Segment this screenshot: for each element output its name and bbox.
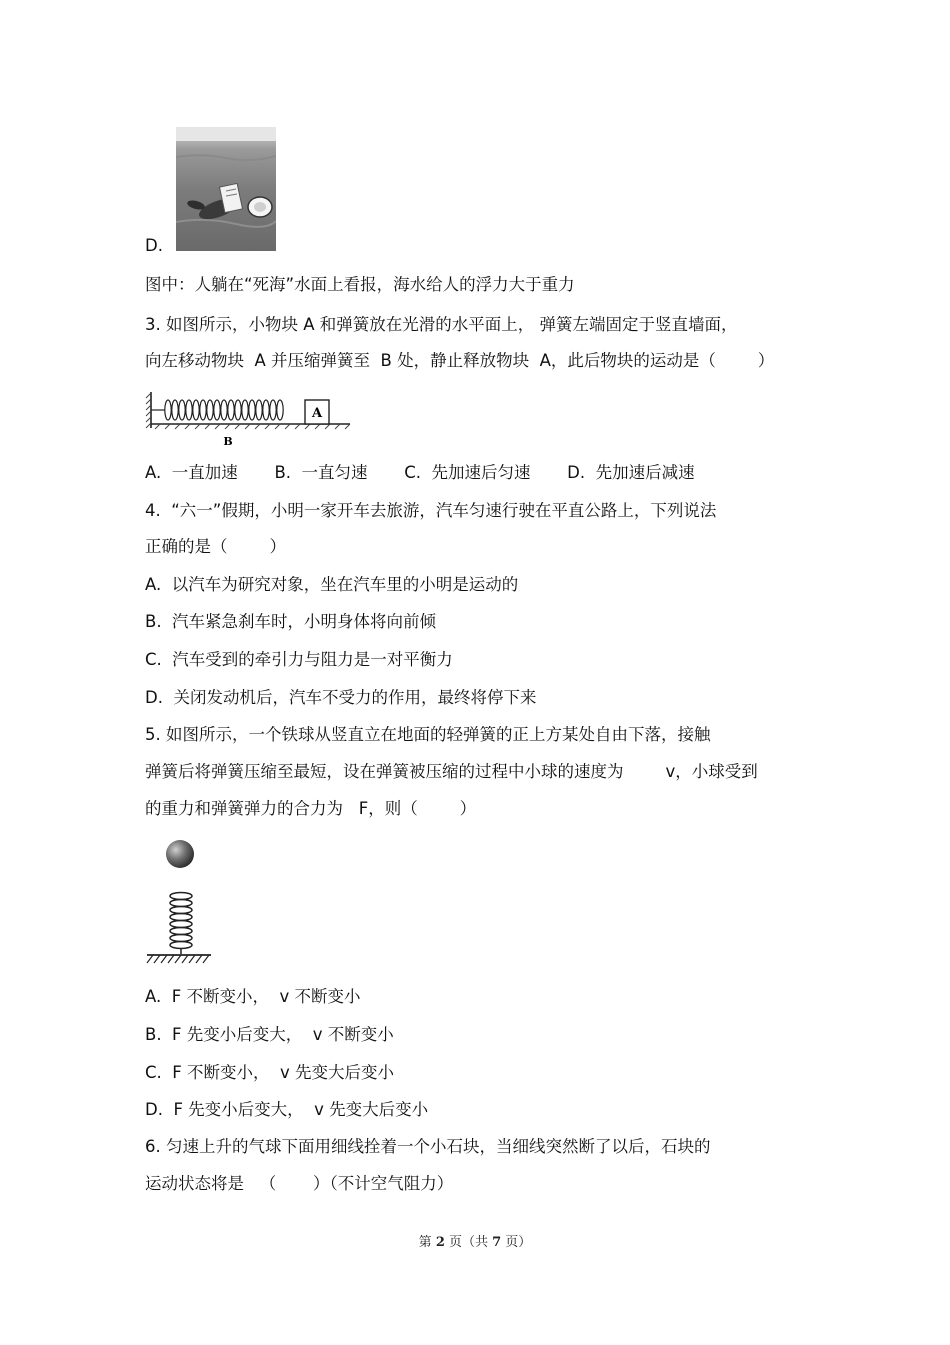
q5-option-a: A. F 不断变小， v 不断变小 — [145, 987, 361, 1006]
q5-stem-line2: 弹簧后将弹簧压缩至最短，设在弹簧被压缩的过程中小球的速度为 v，小球受到 — [145, 762, 758, 781]
q6-stem-line1: 6. 匀速上升的气球下面用细线拴着一个小石块，当细线突然断了以后，石块的 — [145, 1137, 711, 1156]
q4-option-d: D. 关闭发动机后，汽车不受力的作用，最终将停下来 — [145, 688, 537, 707]
q5-option-d: D. F 先变小后变大， v 先变大后变小 — [145, 1100, 429, 1119]
point-b-label: B — [223, 435, 233, 448]
q5-option-c: C. F 不断变小， v 先变大后变小 — [145, 1063, 394, 1082]
q3-options: A. 一直加速 B. 一直匀速 C. 先加速后匀速 D. 先加速后减速 — [145, 463, 695, 482]
option-d-label: D. — [145, 236, 163, 255]
q4-stem-line2: 正确的是（ ） — [145, 537, 286, 556]
footer-suffix: 页） — [501, 1235, 532, 1250]
q5-option-b: B. F 先变小后变大， v 不断变小 — [145, 1025, 394, 1044]
page-footer — [0, 1231, 950, 1250]
q4-stem-line1: 4. “六一”假期，小明一家开车去旅游，汽车匀速行驶在平直公路上，下列说法 — [145, 501, 717, 520]
q5-stem-line1: 5. 如图所示，一个铁球从竖直立在地面的轻弹簧的正上方某处自由下落，接触 — [145, 725, 711, 744]
q3-stem-line2: 向左移动物块 A 并压缩弹簧至 B 处，静止释放物块 A，此后物块的运动是（ ） — [145, 351, 775, 370]
footer-page-number: 2 — [435, 1235, 445, 1250]
q4-option-a: A. 以汽车为研究对象，坐在汽车里的小明是运动的 — [145, 575, 519, 594]
q4-option-b: B. 汽车紧急刹车时，小明身体将向前倾 — [145, 612, 437, 631]
footer-total-pages: 7 — [492, 1235, 502, 1250]
dead-sea-photo — [176, 127, 276, 251]
ball-spring-figure — [145, 838, 215, 968]
block-a-label: A — [311, 406, 323, 421]
q4-option-c: C. 汽车受到的牵引力与阻力是一对平衡力 — [145, 650, 453, 669]
footer-prefix: 第 — [418, 1235, 436, 1250]
iron-ball — [166, 840, 194, 868]
q6-stem-line2: 运动状态将是 （ ）（不计空气阻力） — [145, 1174, 454, 1193]
footer-middle: 页（共 — [444, 1235, 493, 1250]
spring-block-figure — [145, 390, 355, 450]
q2-option-d-caption: 图中：人躺在“死海”水面上看报，海水给人的浮力大于重力 — [145, 275, 575, 294]
q3-stem-line1: 3. 如图所示，小物块 A 和弹簧放在光滑的水平面上， 弹簧左端固定于竖直墙面， — [145, 315, 738, 334]
q5-stem-line3: 的重力和弹簧弹力的合力为 F，则（ ） — [145, 799, 477, 818]
